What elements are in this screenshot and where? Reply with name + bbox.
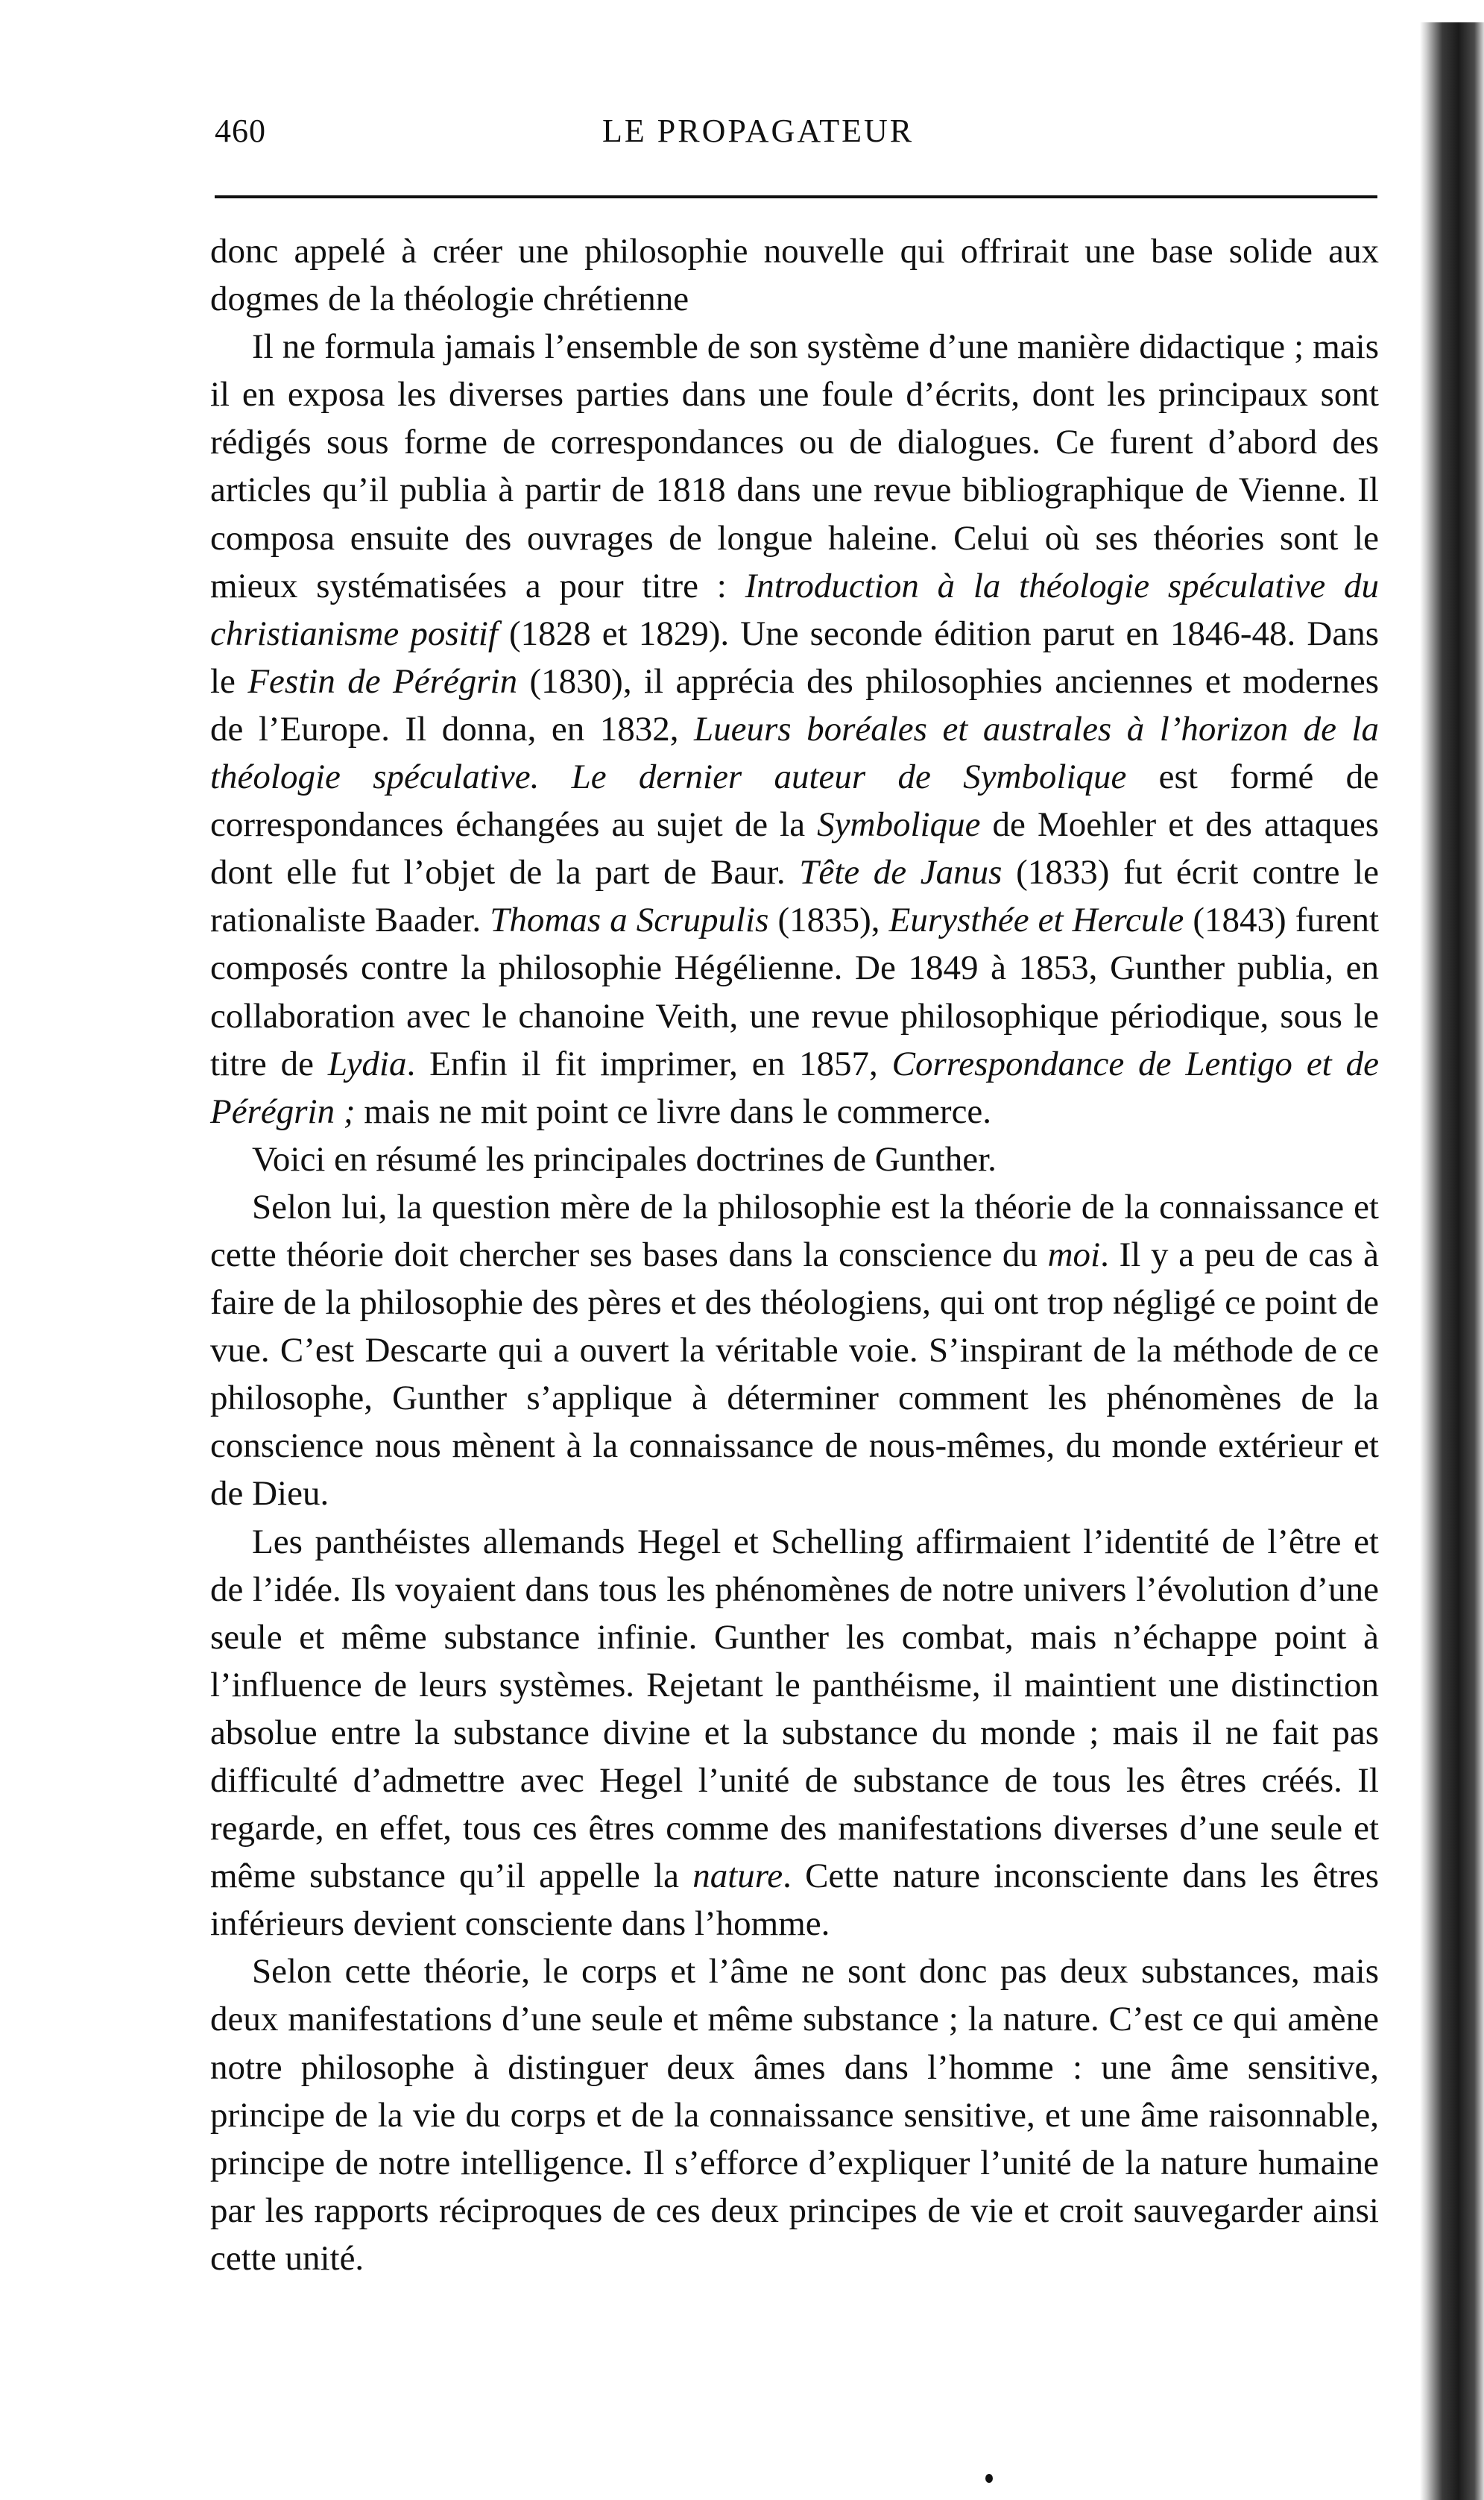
paragraph-1: donc appelé à créer une philosophie nouvelle qui offrirait une base solide aux dogmes de la théologie chrétienne bbox=[210, 232, 1379, 319]
body-text bbox=[210, 227, 1379, 2282]
page-number: 460 bbox=[215, 113, 266, 149]
paragraph-3: Voici en résumé les principales doctrines de Gunther. bbox=[252, 1139, 997, 1179]
running-title: LE PROPAGATEUR bbox=[602, 113, 915, 149]
paragraph-6: Selon cette théorie, le corps et l’âme ne sont donc pas deux substances, mais deux manifestations d’une seule et même substance ; la nature. C’est ce qui amène notre philosophe à distinguer deux âmes dans l’homme : une âme sensitive, principe de la vie du corps et de la connaissance sensitive, et une âme raisonnable, principe de notre intelligence. Il s’efforce d’expliquer l’unité de la nature humaine par les rapports réciproques de ces deux principes de vie et croit sauvegarder ainsi cette unité. bbox=[210, 1952, 1379, 2278]
paragraph-2: Il ne formula jamais l’ensemble de son système d’une manière didactique ; mais il en exposa les diverses parties dans une foule d’écrits, dont les principaux sont rédigés sous forme de correspondances ou de dialogues. Ce furent d’abord des articles qu’il publia à partir de 1818 dans une revue bibliographique de Vienne. Il composa ensuite des ouvrages de longue haleine. Celui où ses théories sont le mieux systématisées a pour titre : Introduction à la théologie spéculative du christianisme positif (1828 et 1829). Une seconde édition parut en 1846-48. Dans le Festin de Pérégrin (1830), il apprécia des philosophies anciennes et modernes de l’Europe. Il donna, en 1832, Lueurs boréales et australes à l’horizon de la théologie spéculative. Le dernier auteur de Symbolique est formé de correspondances échangées au sujet de la Symbolique de Moehler et des attaques dont elle fut l’objet de la part de Baur. Tête de Janus (1833) fut écrit contre le rationaliste Baader. Thomas a Scrupulis (1835), Eurysthée et Hercule (1843) furent composés contre la philosophie Hégélienne. De 1849 à 1853, Gunther publia, en collaboration avec le chanoine Veith, une revue philosophique périodique, sous le titre de Lydia. Enfin il fit imprimer, en 1857, Correspondance de Lentigo et de Pérégrin ; mais ne mit point ce livre dans le commerce. bbox=[210, 327, 1380, 1131]
paragraph-5: Les panthéistes allemands Hegel et Schelling affirmaient l’identité de l’être et de l’idée. Ils voyaient dans tous les phénomènes de notre univers l’évolution d’une seule et même substance infinie. Gunther les combat, mais n’échappe point à l’influence de leurs systèmes. Rejetant le panthéisme, il maintient une distinction absolue entre la substance divine et la substance du monde ; mais il ne fait pas difficulté d’admettre avec Hegel l’unité de substance de tous les êtres créés. Il regarde, en effet, tous ces êtres comme des manifestations diverses d’une seule et même substance qu’il appelle la nature. Cette nature inconsciente dans les êtres inférieurs devient consciente dans l’homme. bbox=[210, 1522, 1379, 1944]
running-header bbox=[215, 112, 1377, 164]
paragraph-4: Selon lui, la question mère de la philosophie est la théorie de la connaissance et cette théorie doit chercher ses bases dans la conscience du moi. Il y a peu de cas à faire de la philosophie des pères et des théologiens, qui ont trop négligé ce point de vue. C’est Descarte qui a ouvert la véritable voie. S’inspirant de la méthode de ce philosophe, Gunther s’applique à déterminer comment les phénomènes de la conscience nous mènent à la connaissance de nous-mêmes, du monde extérieur et de Dieu. bbox=[210, 1187, 1379, 1514]
header-rule bbox=[215, 195, 1377, 198]
printer-mark bbox=[985, 2474, 993, 2483]
page-binding-edge bbox=[1420, 22, 1484, 2500]
